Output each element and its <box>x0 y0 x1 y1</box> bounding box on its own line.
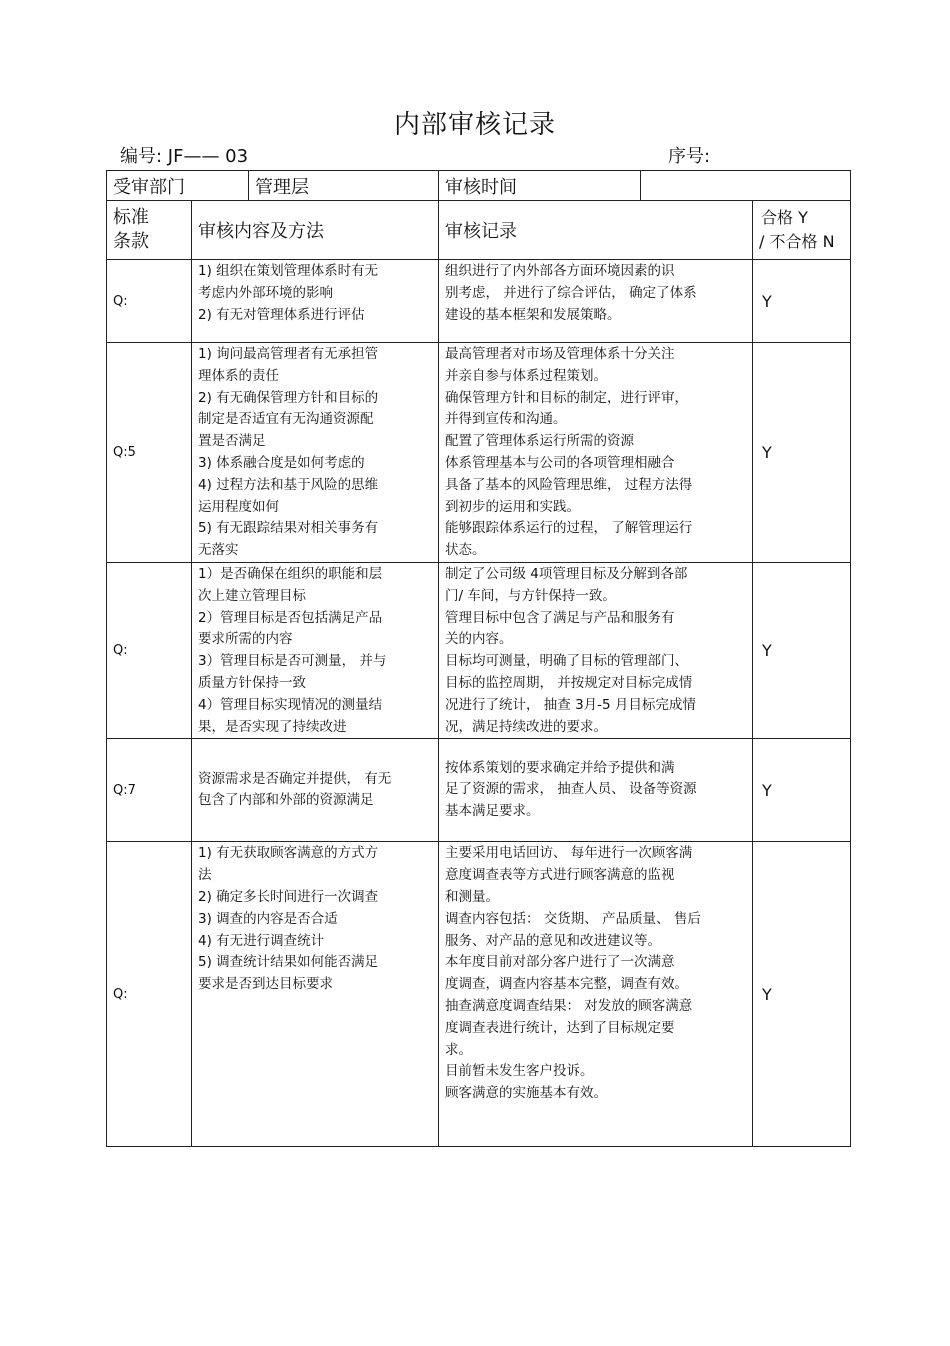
record-line: 基本满足要求。 <box>445 803 540 820</box>
header-row-columns <box>107 201 851 260</box>
audit-time-value <box>641 171 851 201</box>
record-line: 具备了基本的风险管理思维， 过程方法得 <box>445 476 693 493</box>
content-line: 质量方针保持一致 <box>198 674 306 691</box>
clause-cell: Q:7 <box>107 739 192 842</box>
content-line: 运用程度如何 <box>198 498 279 515</box>
record-line: 顾客满意的实施基本有效。 <box>445 1085 607 1102</box>
result-cell: Y <box>753 562 851 738</box>
record-line: 和测量。 <box>445 888 499 905</box>
record-line: 管理目标中包含了满足与产品和服务有 <box>445 609 675 626</box>
record-line: 意度调查表等方式进行顾客满意的监视 <box>445 867 675 884</box>
content-line: 1) 有无获取顾客满意的方式方 <box>198 845 379 862</box>
clause-header <box>107 201 192 260</box>
clause-header-line1: 标准 <box>113 207 149 228</box>
content-line: 资源需求是否确定并提供， 有无 <box>198 770 392 787</box>
record-line: 状态。 <box>445 542 486 559</box>
dept-label: 受审部门 <box>107 171 249 201</box>
record-header: 审核记录 <box>439 201 753 260</box>
content-line: 要求所需的内容 <box>198 631 293 648</box>
record-line: 目前暂未发生客户投诉。 <box>445 1063 594 1080</box>
content-line: 4) 过程方法和基于风险的思维 <box>198 476 379 493</box>
record-line: 服务、对产品的意见和改进建议等。 <box>445 932 661 949</box>
record-line: 能够跟踪体系运行的过程， 了解管理运行 <box>445 520 693 537</box>
record-line: 组织进行了内外部各方面环境因素的识 <box>445 263 675 279</box>
content-cell <box>192 562 439 738</box>
record-cell <box>439 343 753 563</box>
clause-header-line2: 条款 <box>113 231 149 252</box>
content-cell <box>192 260 439 343</box>
record-line: 况进行了统计， 抽查 3月-5 月目标完成情 <box>445 696 696 713</box>
content-header: 审核内容及方法 <box>192 201 439 260</box>
record-line: 调查内容包括： 交货期、 产品质量、 售后 <box>445 910 701 927</box>
content-line: 法 <box>198 867 212 884</box>
content-line: 3）管理目标是否可测量， 并与 <box>198 653 387 670</box>
sequence-number: 序号: <box>668 146 711 167</box>
dept-value: 管理层 <box>249 171 439 201</box>
record-line: 度调查表进行统计，达到了目标规定要 <box>445 1019 675 1036</box>
content-line: 2) 有无对管理体系进行评估 <box>198 306 365 323</box>
content-line: 考虑内外部环境的影响 <box>198 284 333 301</box>
content-line: 5) 调查统计结果如何能否满足 <box>198 954 379 971</box>
record-line: 到初步的运用和实践。 <box>445 498 580 515</box>
clause-cell: Q: <box>107 562 192 738</box>
record-line: 确保管理方针和目标的制定，进行评审， <box>445 389 688 406</box>
content-line: 置是否满足 <box>198 433 266 450</box>
content-line: 无落实 <box>198 542 239 559</box>
content-line: 理体系的责任 <box>198 367 279 384</box>
record-line: 足了资源的需求， 抽查人员、 设备等资源 <box>445 781 697 798</box>
content-line: 3) 体系融合度是如何考虑的 <box>198 454 365 471</box>
record-line: 体系管理基本与公司的各项管理相融合 <box>445 454 675 471</box>
record-line: 门/ 车间，与方针保持一致。 <box>445 587 616 604</box>
record-line: 按体系策划的要求确定并给予提供和满 <box>445 759 675 776</box>
table-row <box>107 842 851 1147</box>
record-line: 配置了管理体系运行所需的资源 <box>445 433 634 450</box>
record-line: 求。 <box>445 1041 472 1058</box>
record-line: 并得到宣传和沟通。 <box>445 411 567 428</box>
record-cell <box>439 260 753 343</box>
content-line: 5) 有无跟踪结果对相关事务有 <box>198 520 379 537</box>
content-line: 1) 询问最高管理者有无承担管 <box>198 346 379 362</box>
result-cell: Y <box>753 842 851 1147</box>
result-header-line1: 合格 Y <box>761 208 808 227</box>
record-line: 并亲自参与体系过程策划。 <box>445 367 607 384</box>
content-line: 3) 调查的内容是否合适 <box>198 910 338 927</box>
table-row <box>107 343 851 563</box>
result-cell: Y <box>753 260 851 343</box>
table-row <box>107 260 851 343</box>
header-row-department <box>107 171 851 201</box>
audit-table <box>106 170 851 1147</box>
content-line: 制定是否适宜有无沟通资源配 <box>198 411 374 428</box>
result-header-line2: / 不合格 N <box>759 232 835 251</box>
clause-cell: Q:5 <box>107 343 192 563</box>
record-line: 关的内容。 <box>445 631 513 648</box>
record-cell <box>439 562 753 738</box>
table-row <box>107 562 851 738</box>
record-line: 目标的监控周期， 并按规定对目标完成情 <box>445 674 693 691</box>
audit-time-label: 审核时间 <box>439 171 641 201</box>
record-line: 度调查，调查内容基本完整，调查有效。 <box>445 976 688 993</box>
content-line: 次上建立管理目标 <box>198 587 306 604</box>
content-line: 2) 有无确保管理方针和目标的 <box>198 389 379 406</box>
content-line: 4）管理目标实现情况的测量结 <box>198 696 383 713</box>
clause-cell: Q: <box>107 842 192 1147</box>
content-line: 果，是否实现了持续改进 <box>198 718 347 735</box>
record-line: 最高管理者对市场及管理体系十分关注 <box>445 346 675 362</box>
content-cell <box>192 842 439 1147</box>
content-line: 1）是否确保在组织的职能和层 <box>198 565 383 582</box>
record-line: 主要采用电话回访、 每年进行一次顾客满 <box>445 845 693 862</box>
table-row <box>107 739 851 842</box>
document-title: 内部审核记录 <box>393 110 556 140</box>
content-line: 包含了内部和外部的资源满足 <box>198 792 374 809</box>
result-cell: Y <box>753 343 851 563</box>
content-cell <box>192 343 439 563</box>
content-line: 2) 确定多长时间进行一次调查 <box>198 888 379 905</box>
clause-cell: Q: <box>107 260 192 343</box>
record-line: 别考虑， 并进行了综合评估， 确定了体系 <box>445 284 697 301</box>
content-line: 4) 有无进行调查统计 <box>198 932 325 949</box>
record-cell <box>439 842 753 1147</box>
content-line: 要求是否到达目标要求 <box>198 976 333 993</box>
record-line: 制定了公司级 4项管理目标及分解到各部 <box>445 565 688 582</box>
content-cell <box>192 739 439 842</box>
document-number: 编号: JF—— 03 <box>120 146 249 167</box>
record-line: 目标均可测量，明确了目标的管理部门、 <box>445 653 688 670</box>
record-line: 建设的基本框架和发展策略。 <box>445 306 621 323</box>
record-line: 抽查满意度调查结果： 对发放的顾客满意 <box>445 997 693 1014</box>
record-cell <box>439 739 753 842</box>
record-line: 本年度目前对部分客户进行了一次满意 <box>445 954 675 971</box>
content-line: 1) 组织在策划管理体系时有无 <box>198 263 379 279</box>
content-line: 2）管理目标是否包括满足产品 <box>198 609 383 626</box>
record-line: 况，满足持续改进的要求。 <box>445 718 607 735</box>
result-cell: Y <box>753 739 851 842</box>
result-header <box>753 201 851 260</box>
